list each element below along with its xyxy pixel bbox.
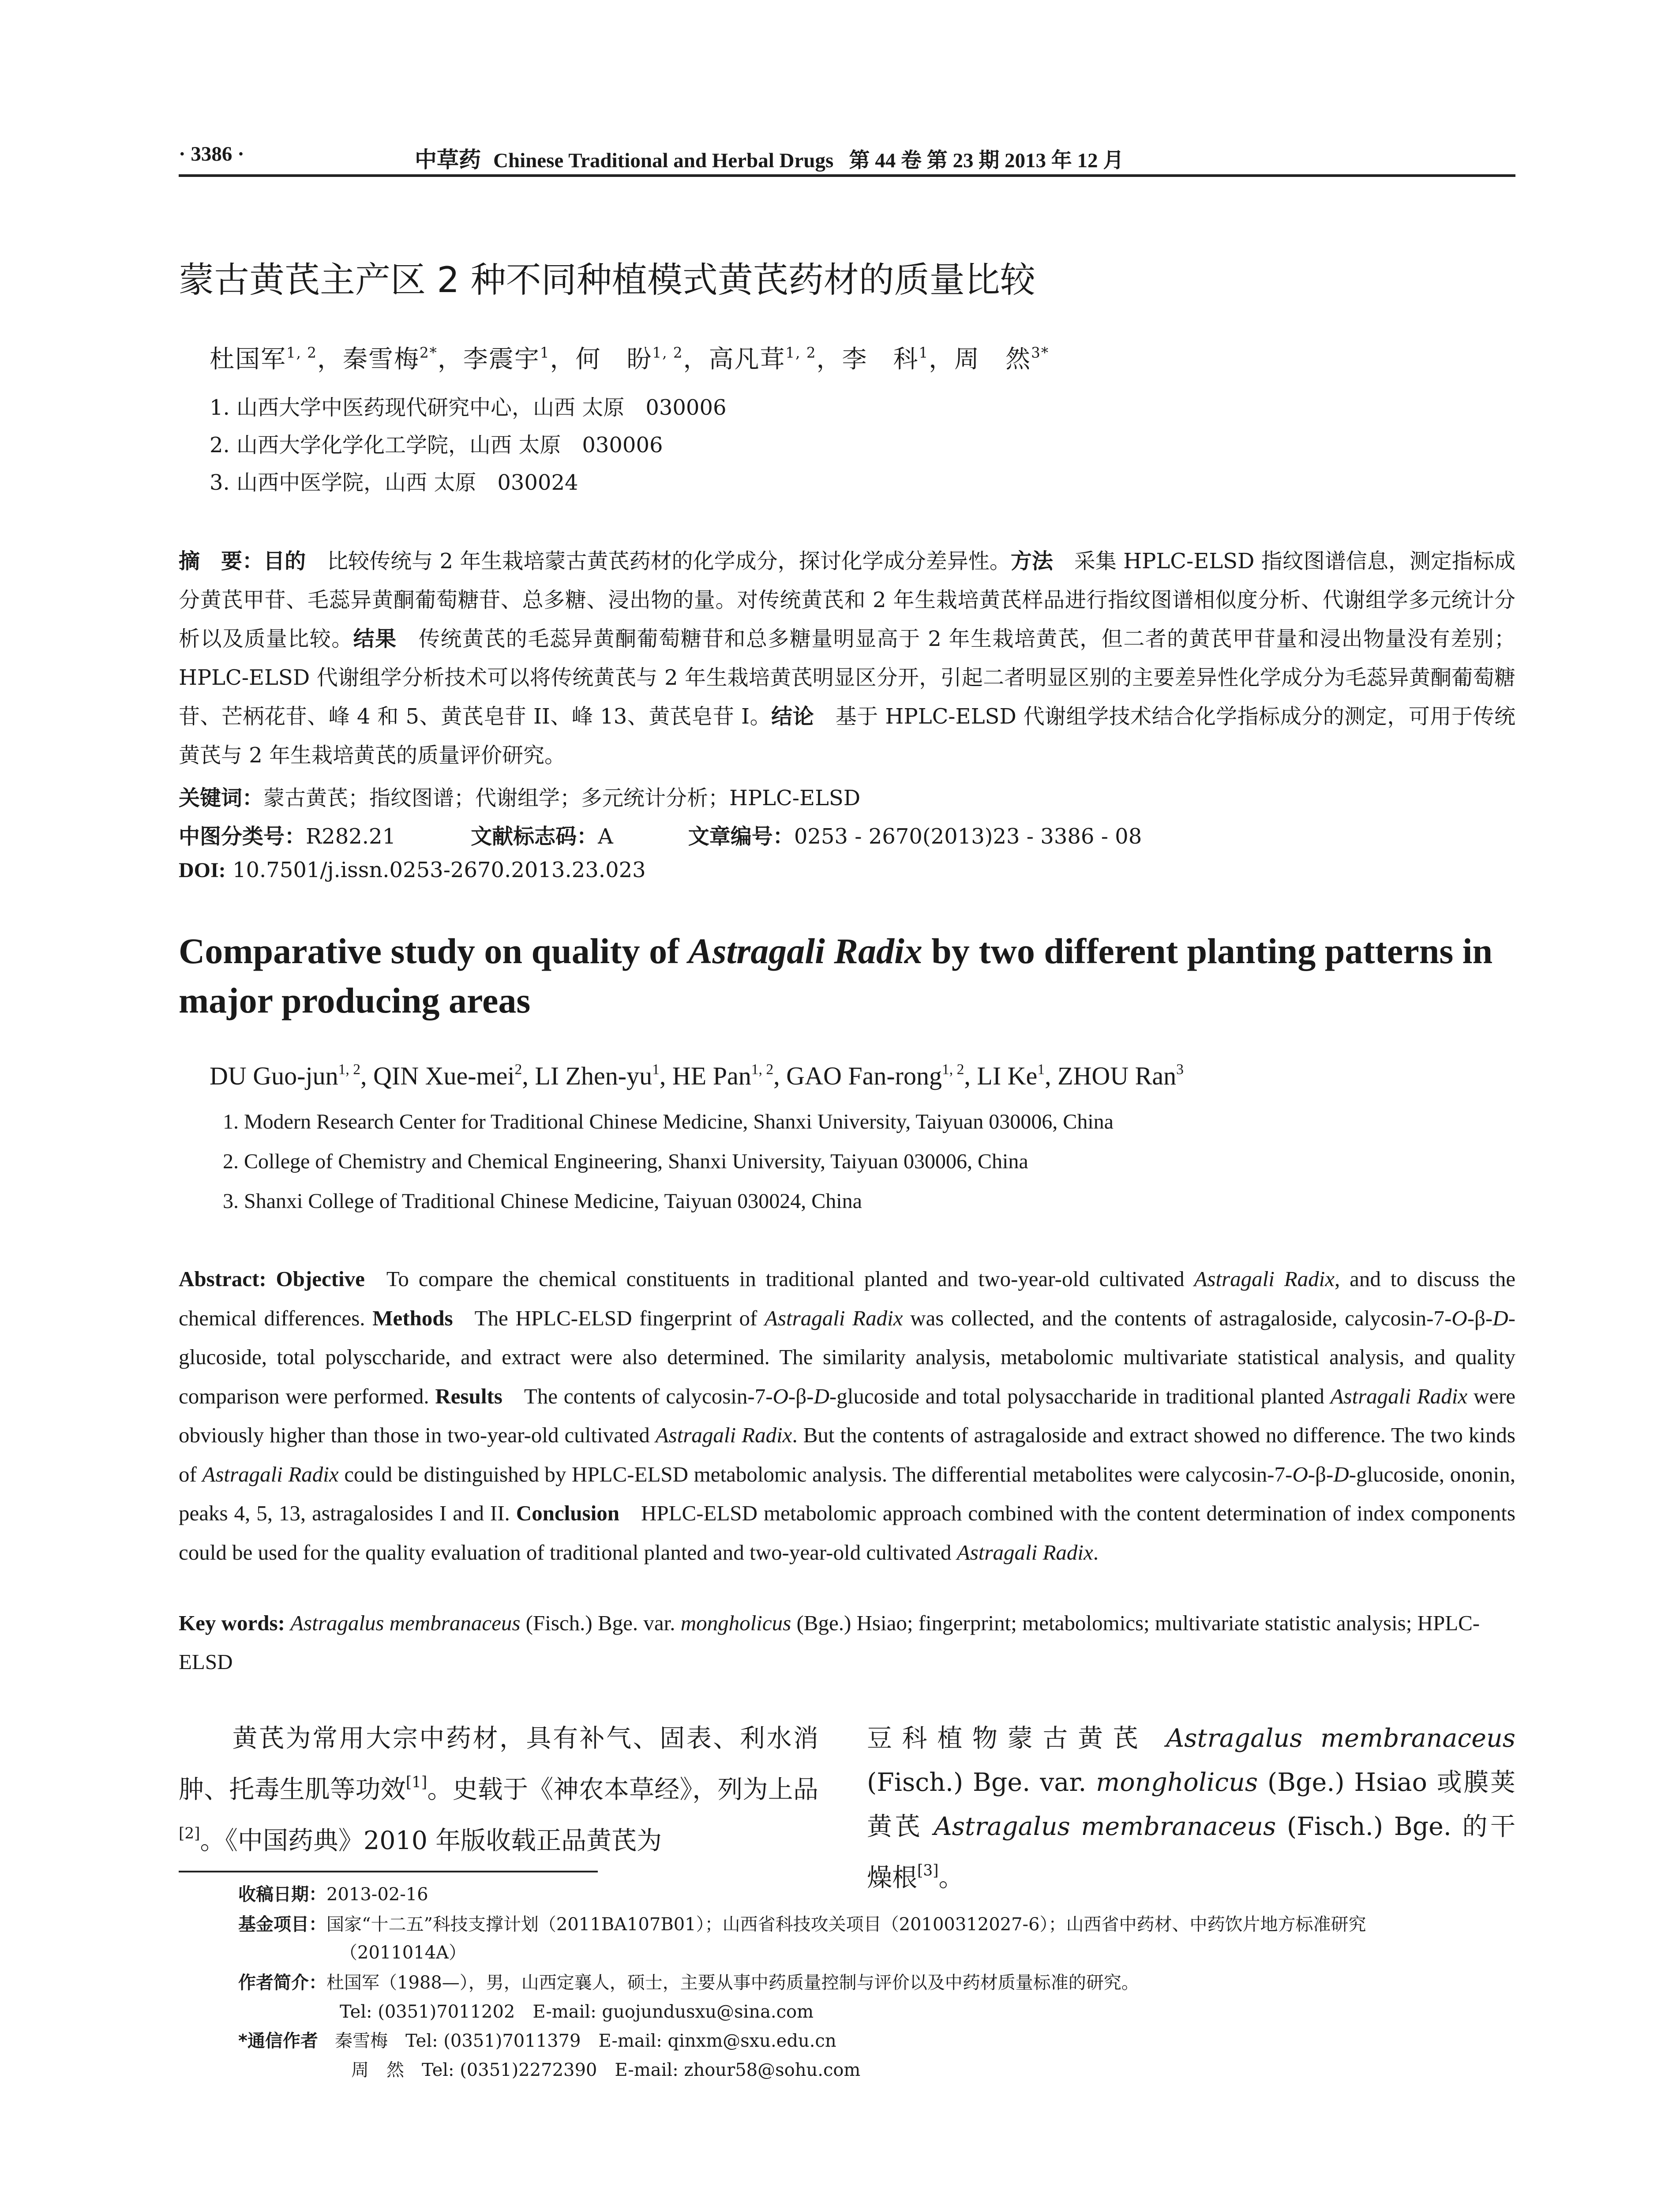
en-author-list xyxy=(210,1061,1184,1091)
running-header xyxy=(179,138,1515,176)
text-run: (Fisch.) Bge. var. xyxy=(867,1768,1096,1797)
footnote-fund xyxy=(238,1910,1366,1939)
fund-label: 基金项目： xyxy=(238,1914,326,1935)
header-rule xyxy=(179,174,1515,177)
footnote-fund-cont: （2011014A） xyxy=(340,1943,467,1963)
text-run: 黄芪为常用大宗中药材，具有补气、固表、利水消肿、托毒生肌等功效 xyxy=(179,1724,818,1804)
citation-mark: [2] xyxy=(179,1824,200,1842)
italic-term: D xyxy=(1492,1306,1508,1330)
section-label: Results xyxy=(435,1384,502,1408)
cn-author-affiliation-mark: 1 xyxy=(540,344,550,361)
italic-term: Astragali Radix xyxy=(1330,1384,1468,1408)
en-author-affiliation-mark: 1, 2 xyxy=(941,1061,964,1078)
en-author-name: ZHOU Ran xyxy=(1058,1062,1177,1090)
article-no-label: 文章编号： xyxy=(688,824,794,849)
text-run: -β- xyxy=(1467,1306,1493,1330)
en-author-affiliation-mark: 1, 2 xyxy=(751,1061,774,1078)
en-affiliation-3: 3. Shanxi College of Traditional Chinese Medicine, Taiyuan 030024, China xyxy=(223,1189,862,1213)
article-no-value: 0253 - 2670(2013)23 - 3386 - 08 xyxy=(794,824,1142,849)
cn-affiliation-1: 1. 山西大学中医药现代研究中心，山西 太原 030006 xyxy=(210,395,727,420)
journal-issue: 第 44 卷 第 23 期 2013 年 12 月 xyxy=(849,149,1124,172)
footnote-author-contact: Tel: (0351)7011202 E-mail: guojundusxu@sina.com xyxy=(340,2002,814,2022)
italic-term: O xyxy=(1292,1462,1308,1486)
doi-label: DOI: xyxy=(179,859,226,882)
en-abstract-body xyxy=(179,1267,1515,1564)
body-left-text xyxy=(179,1724,818,1855)
en-title-italic: Astragali Radix xyxy=(688,931,922,971)
text-run: (Fisch.) Bge. var. xyxy=(520,1611,681,1635)
text-run: To compare the chemical constituents in traditional planted and two-year-old cultivated xyxy=(364,1267,1194,1291)
cn-keywords xyxy=(179,781,860,811)
en-author-separator: , xyxy=(964,1062,977,1090)
corresponding-1: 秦雪梅 Tel: (0351)7011379 E-mail: qinxm@sxu.edu.cn xyxy=(335,2031,836,2051)
cn-author-affiliation-mark: 1, 2 xyxy=(785,344,817,361)
italic-term: O xyxy=(772,1384,788,1408)
text-run: The HPLC-ELSD fingerprint of xyxy=(453,1306,765,1330)
text-run: -β- xyxy=(1308,1462,1334,1486)
cn-author-list xyxy=(210,340,1049,375)
cn-abstract-label: 摘 要： xyxy=(179,549,264,574)
italic-term: Astragalus membranaceus xyxy=(1166,1724,1515,1753)
body-right-text xyxy=(867,1724,1515,1892)
doc-code-label: 文献标志码： xyxy=(471,824,598,849)
cn-results-label: 结果 xyxy=(353,627,397,651)
body-column-left xyxy=(179,1716,818,1863)
cn-methods-label: 方法 xyxy=(1010,549,1053,574)
cn-objective-label: 目的 xyxy=(263,549,306,574)
italic-term: D xyxy=(1333,1462,1349,1486)
footnote-rule xyxy=(179,1871,598,1872)
en-author-separator: , xyxy=(1045,1062,1058,1090)
cn-author-name: 周 然 xyxy=(954,345,1031,374)
cn-affiliation-2: 2. 山西大学化学化工学院，山西 太原 030006 xyxy=(210,433,663,458)
en-author-name: LI Zhen-yu xyxy=(535,1062,652,1090)
en-author-name: DU Guo-jun xyxy=(210,1062,338,1090)
en-keywords-text xyxy=(179,1611,1480,1674)
cn-affiliation-3: 3. 山西中医学院，山西 太原 030024 xyxy=(210,470,578,495)
received-label: 收稿日期： xyxy=(238,1884,326,1905)
cn-author-separator: ， xyxy=(317,345,343,374)
cn-author-affiliation-mark: 1, 2 xyxy=(652,344,683,361)
text-run: were obviously higher than those in two-year-old cultivated xyxy=(179,1384,1516,1447)
cn-author-name: 何 盼 xyxy=(575,345,652,374)
en-affiliation-1: 1. Modern Research Center for Traditional Chinese Medicine, Shanxi University, Taiyuan 030006, China xyxy=(223,1110,1114,1133)
italic-term: Astragali Radix xyxy=(655,1423,792,1447)
text-run: -glucoside, ononin, peaks 4, 5, 13, astragalosides I and II. xyxy=(179,1462,1515,1525)
cn-author-separator: ， xyxy=(437,345,463,374)
doi-line xyxy=(179,858,646,882)
text-run: -β- xyxy=(788,1384,814,1408)
body-column-right xyxy=(867,1716,1515,1900)
cn-author-separator: ， xyxy=(929,345,955,374)
clc-label: 中图分类号： xyxy=(179,824,306,849)
footnote-received xyxy=(238,1880,428,1909)
cn-author-name: 李震宇 xyxy=(463,345,540,374)
text-run: . xyxy=(1093,1540,1099,1564)
clc-value: R282.21 xyxy=(306,824,396,849)
text-run: The contents of calycosin-7- xyxy=(502,1384,773,1408)
en-author-separator: , xyxy=(522,1062,535,1090)
en-keywords xyxy=(179,1604,1515,1681)
en-title-post: by two different planting patterns in major producing areas xyxy=(179,931,1493,1020)
cn-author-affiliation-mark: 1 xyxy=(919,344,929,361)
journal-info xyxy=(415,142,1124,174)
cn-author-separator: ， xyxy=(550,345,576,374)
cn-keywords-text: 蒙古黄芪；指纹图谱；代谢组学；多元统计分析；HPLC-ELSD xyxy=(263,786,861,810)
cn-author-affiliation-mark: 3* xyxy=(1031,344,1050,361)
en-author-name: QIN Xue-mei xyxy=(373,1062,515,1090)
footnote-corresponding xyxy=(238,2027,836,2055)
text-run xyxy=(285,1611,290,1635)
en-author-affiliation-mark: 1, 2 xyxy=(338,1061,361,1078)
cn-results: 传统黄芪的毛蕊异黄酮葡萄糖苷和总多糖量明显高于 2 年生栽培黄芪，但二者的黄芪甲苷量和浸出物量没有差别；HPLC-ELSD 代谢组学分析技术可以将传统黄芪与 2 年生栽培黄芪明显区分开，引起二者明显区别的主要差异性化学成分为毛蕊异黄酮葡萄糖苷、芒柄花苷、峰 4 和 5、黄芪皂苷 II、峰 13、黄芪皂苷 I。 xyxy=(179,627,1515,729)
text-run: (Bge.) Hsiao 或膜荚黄芪 xyxy=(867,1768,1515,1841)
cn-objective: 比较传统与 2 年生栽培蒙古黄芪药材的化学成分，探讨化学成分差异性。 xyxy=(327,549,1011,574)
italic-term: Astragalus membranaceus xyxy=(934,1812,1276,1841)
italic-term: Astragalus membranaceus xyxy=(290,1611,521,1635)
en-author-name: GAO Fan-rong xyxy=(786,1062,942,1090)
en-author-separator: , xyxy=(659,1062,672,1090)
journal-name-cn: 中草药 xyxy=(415,147,481,172)
italic-term: Astragali Radix xyxy=(1194,1267,1335,1291)
italic-term: D xyxy=(814,1384,829,1408)
italic-term: Astragali Radix xyxy=(765,1306,903,1330)
en-author-name: LI Ke xyxy=(977,1062,1038,1090)
footnote-corresponding-2: 周 然 Tel: (0351)2272390 E-mail: zhour58@sohu.com xyxy=(351,2060,861,2080)
en-author-affiliation-mark: 1 xyxy=(1037,1061,1045,1078)
cn-methods: 采集 HPLC-ELSD 指纹图谱信息，测定指标成分黄芪甲苷、毛蕊异黄酮葡萄糖苷、总多糖、浸出物的量。对传统黄芪和 2 年生栽培黄芪样品进行指纹图谱相似度分析、代谢组学多元统计分析以及质量比较。 xyxy=(179,549,1515,651)
italic-term: Astragali Radix xyxy=(956,1540,1093,1564)
text-run: (Fisch.) Bge. 的干燥根 xyxy=(867,1812,1516,1892)
cn-author-name: 秦雪梅 xyxy=(342,345,420,374)
italic-term: Astragali Radix xyxy=(202,1462,339,1486)
en-author-separator: , xyxy=(360,1062,374,1090)
cn-author-name: 高凡茸 xyxy=(709,345,786,374)
fund-text: 国家“十二五”科技支撑计划（2011BA107B01）；山西省科技攻关项目（20100312027-6）；山西省中药材、中药饮片地方标准研究 xyxy=(326,1914,1366,1935)
citation-mark: [1] xyxy=(405,1774,428,1791)
text-run: could be distinguished by HPLC-ELSD metabolomic analysis. The differential metabolites were calycosin-7- xyxy=(338,1462,1293,1486)
italic-term: mongholicus xyxy=(1096,1768,1258,1797)
citation-mark: [3] xyxy=(917,1862,939,1880)
en-author-separator: , xyxy=(773,1062,787,1090)
en-title xyxy=(179,927,1515,1025)
doc-code-value: A xyxy=(598,824,613,849)
cn-keywords-label: 关键词： xyxy=(179,786,264,810)
text-run: 。 xyxy=(938,1863,964,1892)
footnote-author xyxy=(238,1969,1139,1997)
text-run: 豆科植物蒙古黄芪 xyxy=(867,1724,1166,1753)
en-abstract-label: Abstract: Objective xyxy=(179,1267,365,1291)
italic-term: O xyxy=(1451,1306,1467,1330)
cn-conclusion: 基于 HPLC-ELSD 代谢组学技术结合化学指标成分的测定，可用于传统黄芪与 2 年生栽培黄芪的质量评价研究。 xyxy=(179,704,1515,768)
corresponding-label: *通信作者 xyxy=(238,2031,318,2051)
cn-conclusion-label: 结论 xyxy=(771,704,814,729)
section-label: Conclusion xyxy=(516,1501,619,1525)
cn-author-name: 杜国军 xyxy=(210,345,286,374)
text-run: was collected, and the contents of astragaloside, calycosin-7- xyxy=(903,1306,1452,1330)
text-run: (Bge.) Hsiao; fingerprint; metabolomics; multivariate statistic analysis; HPLC-ELSD xyxy=(179,1611,1480,1674)
text-run: -glucoside, total polysccharide, and extract were also determined. The similarity analysis, metabolomic multivariate statistical analysis, and quality comparison were performed. xyxy=(179,1306,1515,1408)
en-author-name: HE Pan xyxy=(672,1062,751,1090)
cn-author-separator: ， xyxy=(816,345,842,374)
page-number: · 3386 · xyxy=(179,143,244,165)
cn-author-affiliation-mark: 2* xyxy=(419,344,438,361)
received-date: 2013-02-16 xyxy=(326,1884,428,1905)
text-run: HPLC-ELSD metabolomic approach combined with the content determination of index components could be used for the quality evaluation of traditional planted and two-year-old cultivated xyxy=(179,1501,1515,1564)
text-run: 。史载于《神农本草经》，列为上品 xyxy=(427,1775,819,1804)
en-author-affiliation-mark: 1 xyxy=(652,1061,660,1078)
text-run: . But the contents of astragaloside and extract showed no difference. The two kinds of xyxy=(179,1423,1515,1486)
en-title-pre: Comparative study on quality of xyxy=(179,931,688,971)
en-affiliation-2: 2. College of Chemistry and Chemical Engineering, Shanxi University, Taiyuan 030006, China xyxy=(223,1150,1028,1173)
cn-author-separator: ， xyxy=(683,345,709,374)
doi-value: 10.7501/j.issn.0253-2670.2013.23.023 xyxy=(232,858,646,882)
en-author-affiliation-mark: 2 xyxy=(514,1061,522,1078)
cn-title: 蒙古黄芪主产区 2 种不同种植模式黄芪药材的质量比较 xyxy=(179,259,1035,300)
en-keywords-label: Key words: xyxy=(179,1611,285,1635)
italic-term: mongholicus xyxy=(680,1611,791,1635)
cn-author-name: 李 科 xyxy=(842,345,919,374)
en-abstract xyxy=(179,1260,1515,1572)
text-run: , and to discuss the chemical differences. xyxy=(179,1267,1515,1330)
text-run: -glucoside and total polysaccharide in traditional planted xyxy=(829,1384,1331,1408)
en-author-affiliation-mark: 3 xyxy=(1176,1061,1184,1078)
cn-classification xyxy=(179,819,1142,850)
author-bio: 杜国军（1988—），男，山西定襄人，硕士，主要从事中药质量控制与评价以及中药材质量标准的研究。 xyxy=(326,1973,1139,1993)
journal-name-en: Chinese Traditional and Herbal Drugs xyxy=(493,149,834,172)
section-label: Methods xyxy=(372,1306,453,1330)
text-run: 。《中国药典》2010 年版收载正品黄芪为 xyxy=(200,1826,662,1855)
cn-author-affiliation-mark: 1, 2 xyxy=(286,344,317,361)
author-bio-label: 作者简介： xyxy=(238,1973,326,1993)
cn-abstract xyxy=(179,542,1515,775)
